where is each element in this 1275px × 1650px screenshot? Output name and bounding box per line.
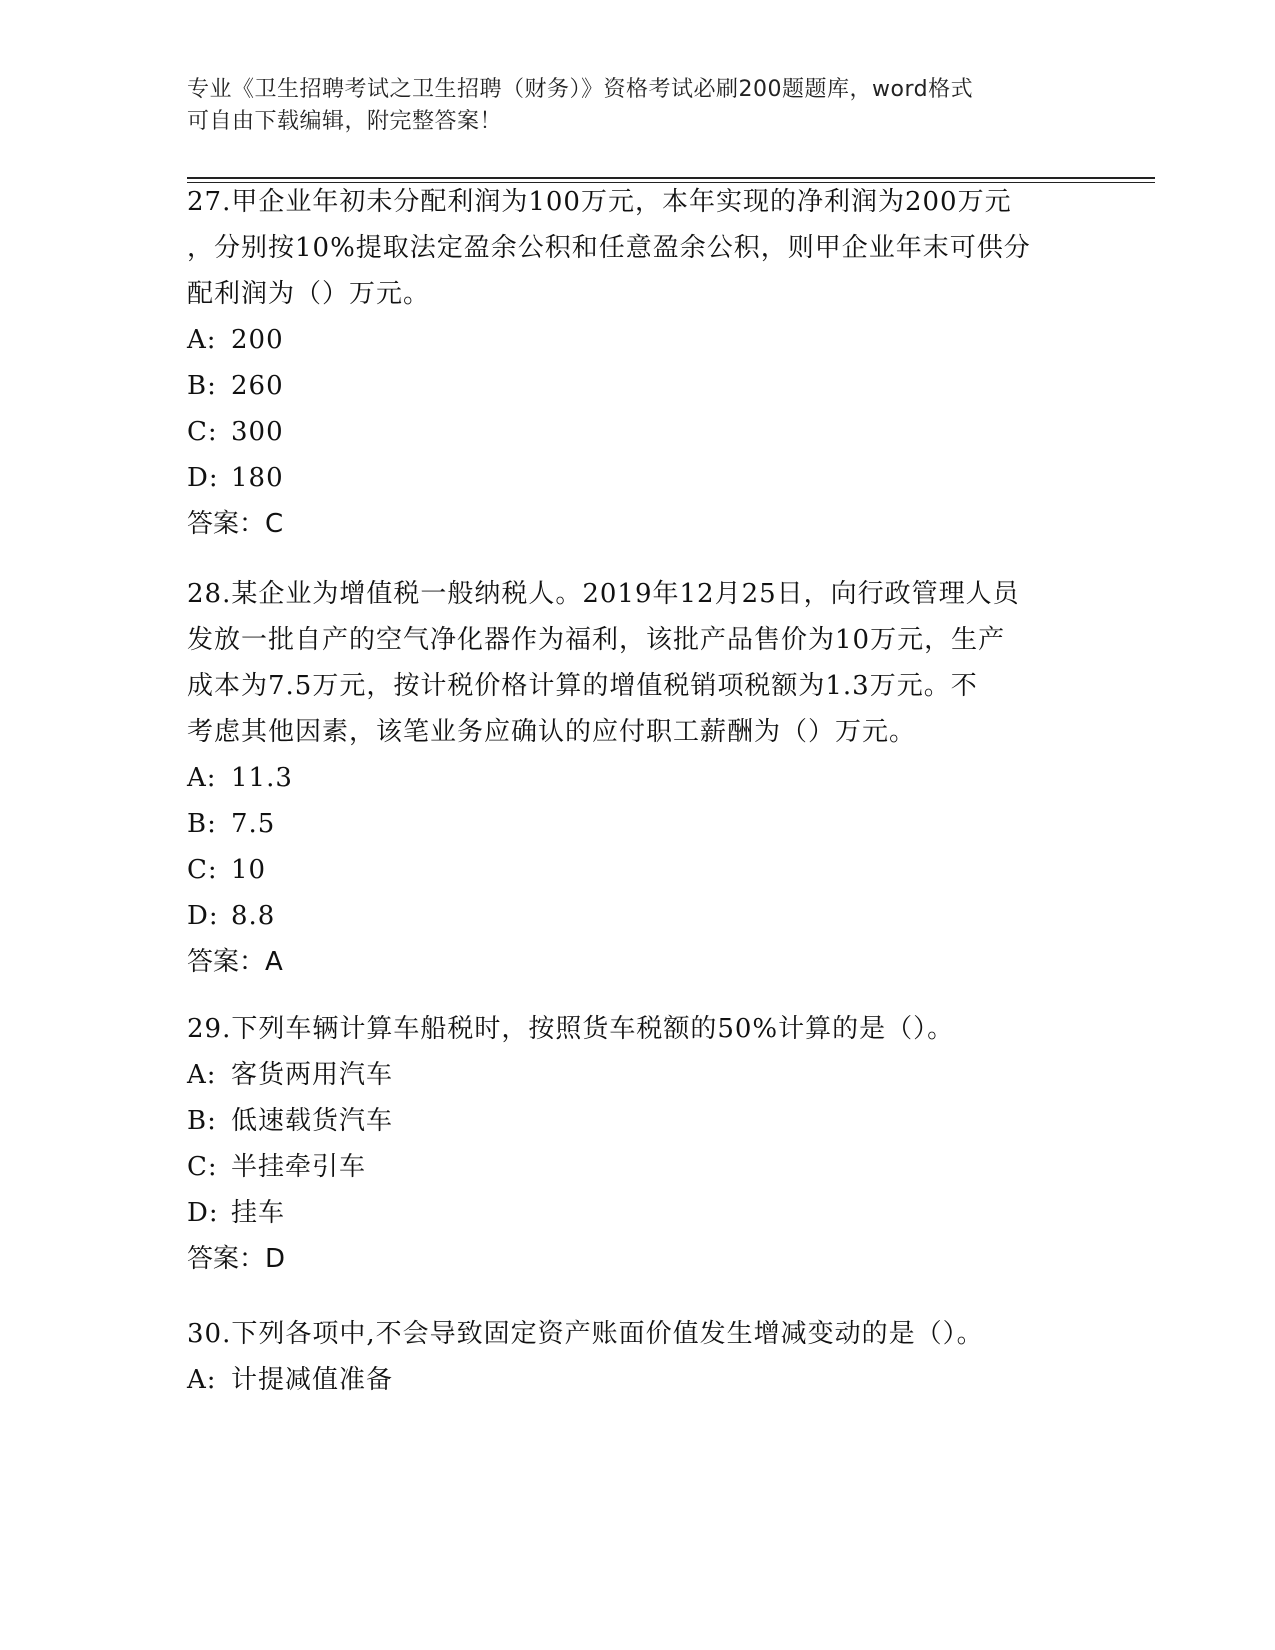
stem-line: 配利润为（）万元。 (187, 279, 431, 309)
option-letter: C: (187, 855, 218, 885)
stem-line: 考虑其他因素，该笔业务应确认的应付职工薪酬为（）万元。 (187, 717, 917, 747)
header-line-1: 专业《卫生招聘考试之卫生招聘（财务）》资格考试必刷200题题库，word格式 (187, 77, 974, 102)
option-letter: B: (187, 809, 217, 839)
question-27 (187, 179, 1087, 547)
option-a (187, 755, 1087, 801)
option-c (187, 847, 1087, 893)
answer-line: 答案：D (187, 1244, 286, 1274)
stem-line: 28.某企业为增值税一般纳税人。2019年12月25日，向行政管理人员 (187, 579, 1020, 609)
stem-line: 27.甲企业年初未分配利润为100万元，本年实现的净利润为200万元 (187, 187, 1012, 217)
option-text: 计提减值准备 (231, 1365, 394, 1395)
answer-line: 答案：C (187, 509, 284, 539)
question-stem (187, 571, 1087, 755)
answer-line: 答案：A (187, 947, 283, 977)
option-text: 8.8 (231, 901, 276, 931)
option-letter: A: (187, 1365, 217, 1395)
option-b (187, 1098, 1087, 1144)
option-a (187, 317, 1087, 363)
document-header (187, 74, 1067, 138)
question-30 (187, 1311, 1087, 1403)
option-text: 180 (231, 463, 284, 493)
question-stem (187, 1006, 1087, 1052)
option-b (187, 363, 1087, 409)
option-letter: C: (187, 1152, 218, 1182)
stem-line: 29.下列车辆计算车船税时，按照货车税额的50%计算的是（）。 (187, 1014, 955, 1044)
option-text: 200 (231, 325, 284, 355)
question-stem (187, 1311, 1087, 1357)
option-letter: B: (187, 371, 217, 401)
option-d (187, 893, 1087, 939)
option-letter: B: (187, 1106, 217, 1136)
option-d (187, 1190, 1087, 1236)
option-letter: C: (187, 417, 218, 447)
stem-line: 发放一批自产的空气净化器作为福利，该批产品售价为10万元，生产 (187, 625, 1006, 655)
option-c (187, 1144, 1087, 1190)
option-a (187, 1357, 1087, 1403)
option-letter: A: (187, 763, 217, 793)
option-text: 11.3 (231, 763, 293, 793)
option-text: 低速载货汽车 (231, 1106, 394, 1136)
option-letter: D: (187, 901, 219, 931)
option-text: 半挂牵引车 (231, 1152, 367, 1182)
option-letter: A: (187, 1060, 217, 1090)
stem-line: ，分别按10%提取法定盈余公积和任意盈余公积，则甲企业年末可供分 (187, 233, 1031, 263)
option-text: 客货两用汽车 (231, 1060, 394, 1090)
option-letter: A: (187, 325, 217, 355)
option-text: 10 (231, 855, 267, 885)
option-a (187, 1052, 1087, 1098)
option-d (187, 455, 1087, 501)
option-letter: D: (187, 1198, 219, 1228)
question-28 (187, 571, 1087, 985)
option-text: 300 (231, 417, 284, 447)
option-text: 260 (231, 371, 284, 401)
option-c (187, 409, 1087, 455)
stem-line: 成本为7.5万元，按计税价格计算的增值税销项税额为1.3万元。不 (187, 671, 978, 701)
option-text: 挂车 (231, 1198, 286, 1228)
option-text: 7.5 (231, 809, 276, 839)
header-line-2: 可自由下载编辑，附完整答案！ (187, 109, 503, 134)
question-29 (187, 1006, 1087, 1282)
question-stem (187, 179, 1087, 317)
option-letter: D: (187, 463, 219, 493)
option-b (187, 801, 1087, 847)
stem-line: 30.下列各项中,不会导致固定资产账面价值发生增减变动的是（）。 (187, 1319, 984, 1349)
